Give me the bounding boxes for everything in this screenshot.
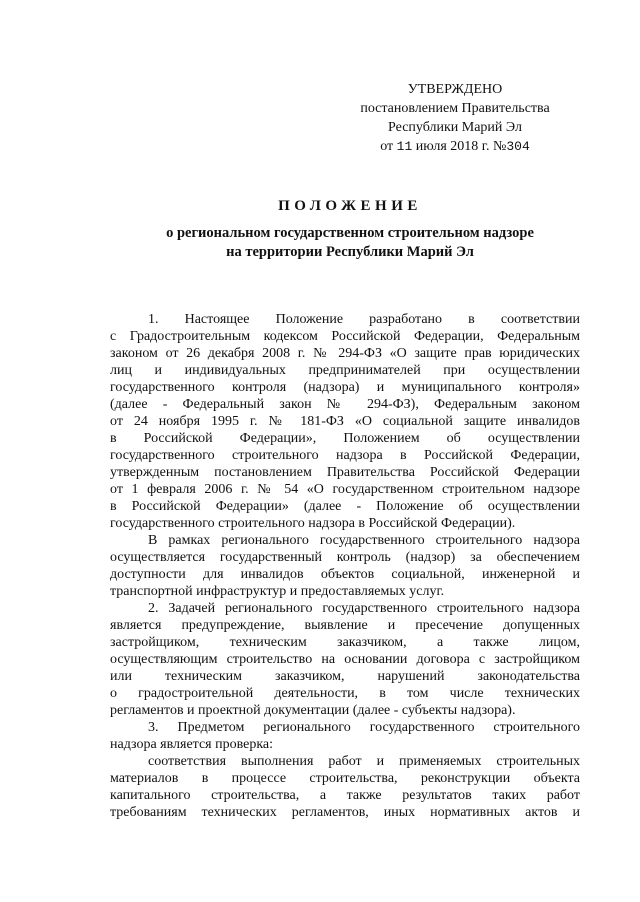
body-line: транспортной инфраструктур и предоставляемых услуг. (110, 584, 445, 599)
date-prefix: от (380, 139, 394, 154)
body-line: от 1 февраля 2006 г. № 54 «О государственном строительном надзоре (110, 482, 580, 497)
body-line: застройщиком, техническим заказчиком, а также лицом, (110, 635, 580, 650)
body-line: 2. Задачей регионального государственного строительного надзора (148, 601, 580, 616)
approved-label: УТВЕРЖДЕНО (407, 82, 503, 97)
body-line: В рамках регионального государственного строительного надзора (148, 533, 580, 548)
body-line: осуществляющим строительство на основании договора с застройщиком (110, 652, 580, 667)
body-line: требованиям технических регламентов, иных нормативных актов и (110, 805, 580, 820)
document-body (110, 311, 580, 821)
body-line: или техническим заказчиком, нарушений законодательства (110, 669, 580, 684)
body-line: осуществляется государственный контроль (надзор) за обеспечением (110, 550, 580, 565)
body-line: с Градостроительным кодексом Российской Федерации, Федеральным (110, 329, 580, 344)
decree-date-line (330, 137, 580, 156)
body-line: лиц и индивидуальных предпринимателей при осуществлении (110, 363, 580, 378)
body-line: утвержденным постановлением Правительства Российской Федерации (110, 465, 580, 480)
body-line: соответствия выполнения работ и применяемых строительных (148, 754, 580, 769)
subtitle-line-2: на территории Республики Марий Эл (226, 244, 474, 260)
body-line: надзора является проверка: (110, 737, 274, 752)
body-line: в Российской Федерации» (далее - Положение об осуществлении (110, 499, 580, 514)
approval-stamp (330, 80, 580, 156)
body-line: регламентов и проектной документации (далее - субъекты надзора). (110, 703, 516, 718)
date-middle: июля 2018 г. № (415, 139, 507, 154)
body-line: государственного строительного надзора в Российской Федерации, (110, 448, 580, 463)
body-line: доступности для инвалидов объектов социальной, инженерной и (110, 567, 580, 582)
body-line: капитального строительства, а также результатов таких работ (110, 788, 580, 803)
body-line: законом от 26 декабря 2008 г. № 294-ФЗ «О защите прав юридических (110, 346, 580, 361)
body-line: государственного контроля (надзора) и муниципального контроля» (110, 380, 580, 395)
body-line: о градостроительной деятельности, в том числе технических (110, 686, 580, 701)
decree-day: 11 (396, 139, 413, 154)
body-line: 3. Предметом регионального государственного строительного (148, 720, 580, 735)
body-line: (далее - Федеральный закон № 294-ФЗ), Федеральным законом (110, 397, 580, 412)
decree-number: 304 (506, 139, 530, 154)
body-line: 1. Настоящее Положение разработано в соответствии (148, 312, 580, 327)
subtitle-line-1: о региональном государственном строительном надзоре (166, 225, 534, 241)
body-line: материалов в процессе строительства, реконструкции объекта (110, 771, 580, 786)
body-line: государственного строительного надзора в Российской Федерации). (110, 516, 516, 531)
body-line: в Российской Федерации», Положением об осуществлении (110, 431, 580, 446)
body-line: является предупреждение, выявление и пресечение допущенных (110, 618, 580, 633)
body-line: от 24 ноября 1995 г. № 181-ФЗ «О социальной защите инвалидов (110, 414, 580, 429)
decree-line: постановлением Правительства (360, 101, 550, 116)
document-title: ПОЛОЖЕНИЕ (278, 198, 422, 214)
republic-line: Республики Марий Эл (388, 120, 522, 135)
document-subtitle (0, 224, 640, 262)
